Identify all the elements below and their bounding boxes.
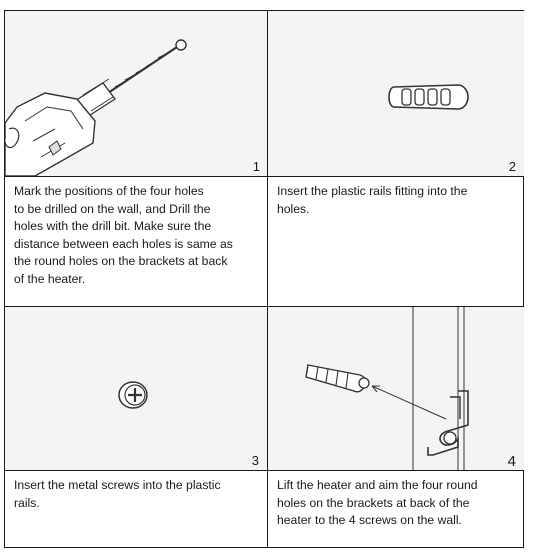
step-2-line: holes.	[277, 201, 310, 216]
step-1-line: the round holes on the brackets at back	[14, 254, 228, 269]
step-3-number: 3	[251, 453, 259, 468]
step-1-line: to be drilled on the wall, and Drill the	[14, 201, 211, 216]
step-1-text	[5, 177, 267, 306]
step-3-image	[5, 307, 267, 470]
step-4-line: holes on the brackets at back of the	[277, 495, 470, 510]
step-1-line: of the heater.	[14, 271, 86, 286]
step-1-line: holes with the drill bit. Make sure the	[14, 219, 212, 234]
drill-illustration	[5, 11, 267, 176]
step-4-line: Lift the heater and aim the four round	[277, 478, 478, 492]
step-4-text	[268, 471, 524, 547]
step-3-line: rails.	[14, 495, 40, 510]
step-2-line: Insert the plastic rails fitting into the	[277, 184, 468, 198]
step-3-text	[5, 471, 267, 547]
instruction-grid	[4, 10, 524, 548]
step-4-number: 4	[507, 453, 516, 470]
step-2-image	[268, 11, 524, 176]
screw-head-illustration	[5, 307, 267, 470]
step-2-text	[268, 177, 524, 306]
bracket-mount-illustration	[268, 307, 524, 470]
step-2-number: 2	[508, 159, 516, 174]
step-4-line: heater to the 4 screws on the wall.	[277, 513, 462, 528]
step-1-image	[5, 11, 267, 176]
step-3-line: Insert the metal screws into the plastic	[14, 478, 221, 492]
wall-plug-illustration	[268, 11, 524, 176]
step-1-line: Mark the positions of the four holes	[14, 184, 204, 198]
step-4-image	[268, 307, 524, 470]
step-1-number: 1	[252, 159, 260, 174]
step-1-line: distance between each holes is same as	[14, 236, 233, 251]
